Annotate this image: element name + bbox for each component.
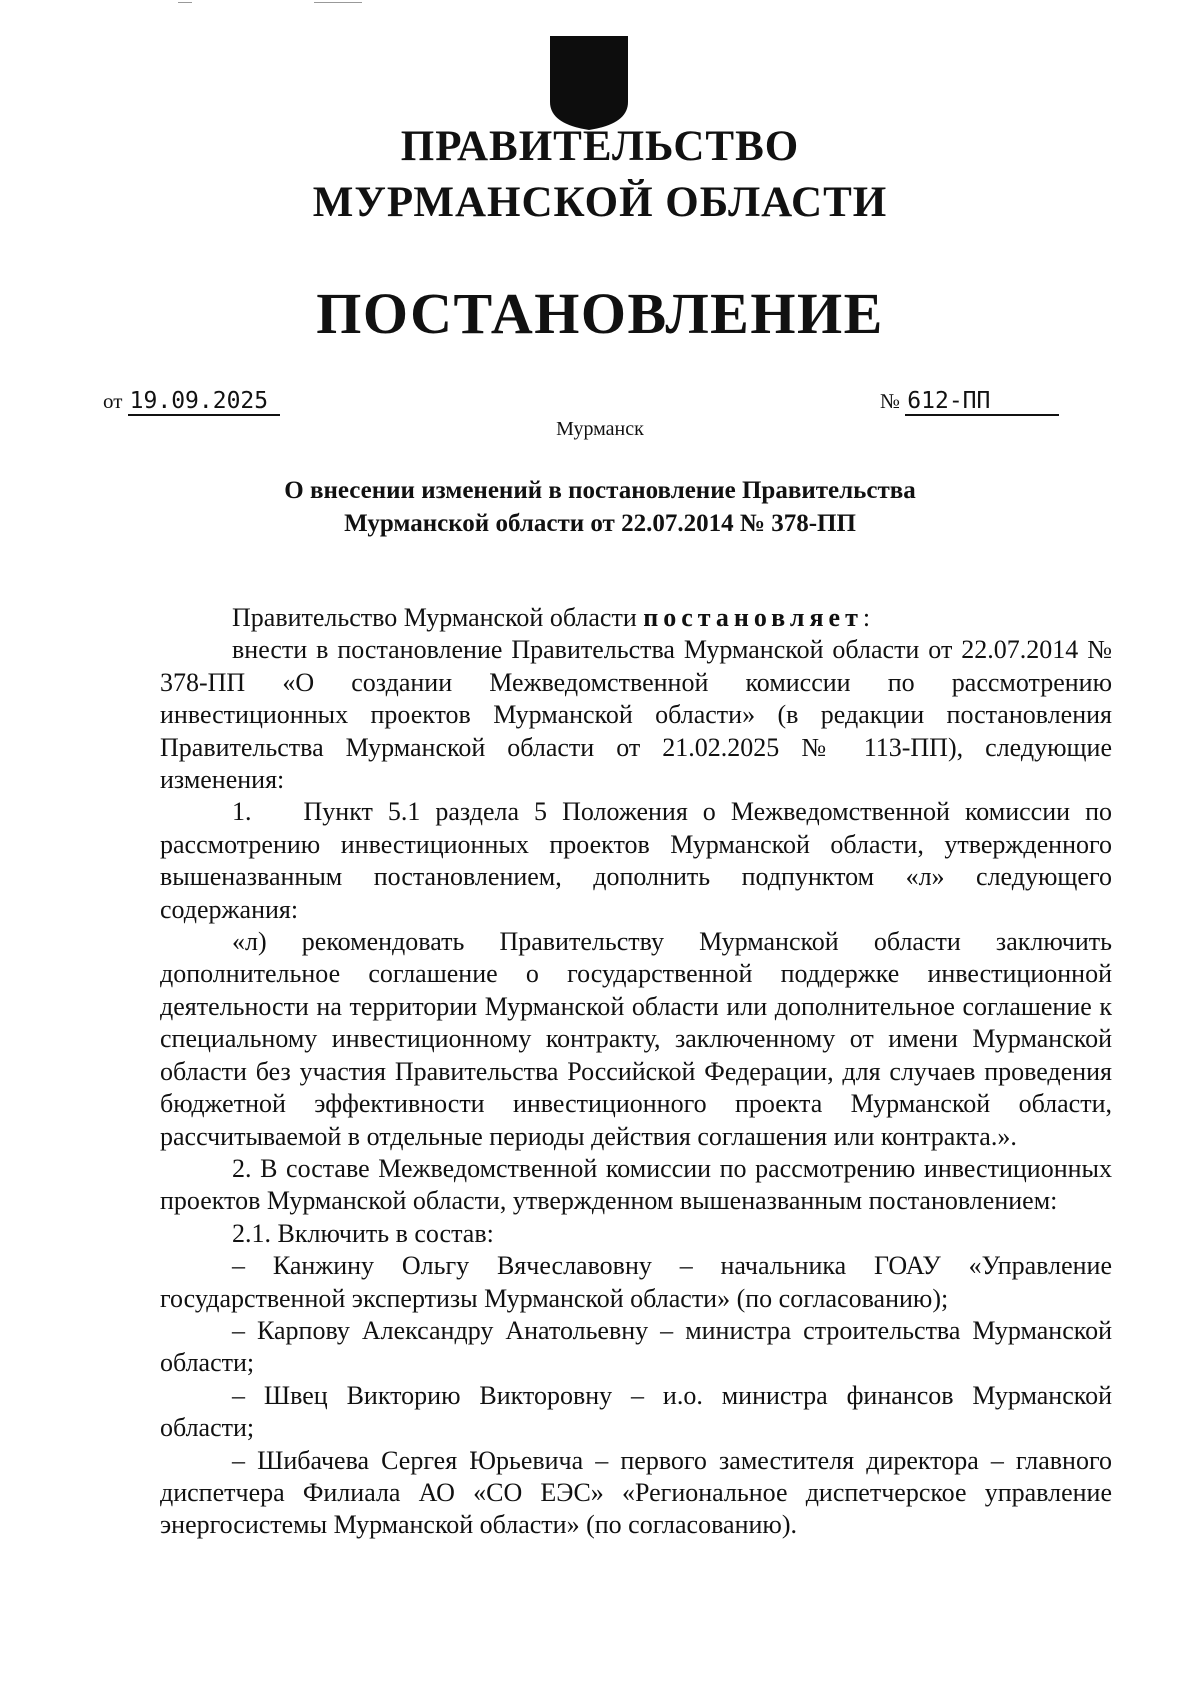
subject-line2: Мурманской области от 22.07.2014 № 378-ПП [344, 510, 856, 537]
subject-line1: О внесении изменений в постановление Правительства [284, 477, 916, 504]
number-field [880, 388, 1059, 416]
body-paragraph: 1. Пункт 5.1 раздела 5 Положения о Межведомственной комиссии по рассмотрению инвестиционных проектов Мурманской области, утвержденного вышеназванным постановлением, дополнить подпунктом «л» следующего содержания: [160, 797, 1112, 924]
document-date: 19.09.2025 [128, 388, 280, 416]
list-item: – Швец Викторию Викторовну – и.о. министра финансов Мурманской области; [160, 1380, 1112, 1443]
scan-artifact-line [178, 2, 192, 3]
scan-artifact-line [314, 2, 362, 3]
body-paragraph: 2. В составе Межведомственной комиссии по рассмотрению инвестиционных проектов Мурманской области, утвержденном вышеназванным постановлением: [160, 1153, 1112, 1216]
resolves-word: постановляет [643, 603, 863, 632]
document-body [160, 602, 1112, 1542]
date-field [103, 388, 280, 416]
document-subject [160, 474, 1040, 540]
number-prefix: № [880, 389, 901, 413]
preamble-text: Правительство Мурманской области [232, 603, 644, 632]
list-item: – Канжину Ольгу Вячеславовну – начальника ГОАУ «Управление государственной экспертизы Мурманской области» (по согласованию); [160, 1251, 1112, 1313]
list-item: – Карпову Александру Анатольевну – министра строительства Мурманской области; [160, 1315, 1112, 1378]
document-number: 612-ПП [905, 388, 1059, 416]
list-item: – Шибачева Сергея Юрьевича – первого заместителя директора – главного диспетчера Филиала АО «СО ЕЭС» «Региональное диспетчерское управление энергосистемы Мурманской области» (по согласованию). [160, 1445, 1112, 1540]
document-type-title: ПОСТАНОВЛЕНИЕ [316, 281, 884, 346]
body-paragraph: внести в постановление Правительства Мурманской области от 22.07.2014 № 378-ПП «О создании Межведомственной комиссии по рассмотрению инвестиционных проектов Мурманской области» (в редакции постановления Правительства Мурманской области от 21.02.2025 № 113-ПП), следующие изменения: [160, 635, 1112, 795]
date-prefix: от [103, 389, 123, 413]
org-name-line2: МУРМАНСКОЙ ОБЛАСТИ [312, 179, 888, 226]
coat-of-arms-emblem-icon [548, 36, 630, 130]
body-paragraph: «л) рекомендовать Правительству Мурманской области заключить дополнительное соглашение о государственной поддержке инвестиционной деятельности на территории Мурманской области или дополнительное соглашение к специальному инвестиционному контракту, заключенному от имени Мурманской области без участия Правительства Российской Федерации, для случаев проведения бюджетной эффективности инвестиционного проекта Мурманской области, рассчитываемой в отдельные периоды действия соглашения или контракта.». [160, 927, 1112, 1151]
org-name-line1: ПРАВИТЕЛЬСТВО [400, 123, 800, 170]
body-paragraph: 2.1. Включить в состав: [232, 1218, 494, 1248]
city-name: Мурманск [556, 418, 644, 440]
preamble-colon: : [862, 603, 871, 632]
preamble-paragraph [160, 602, 1112, 634]
